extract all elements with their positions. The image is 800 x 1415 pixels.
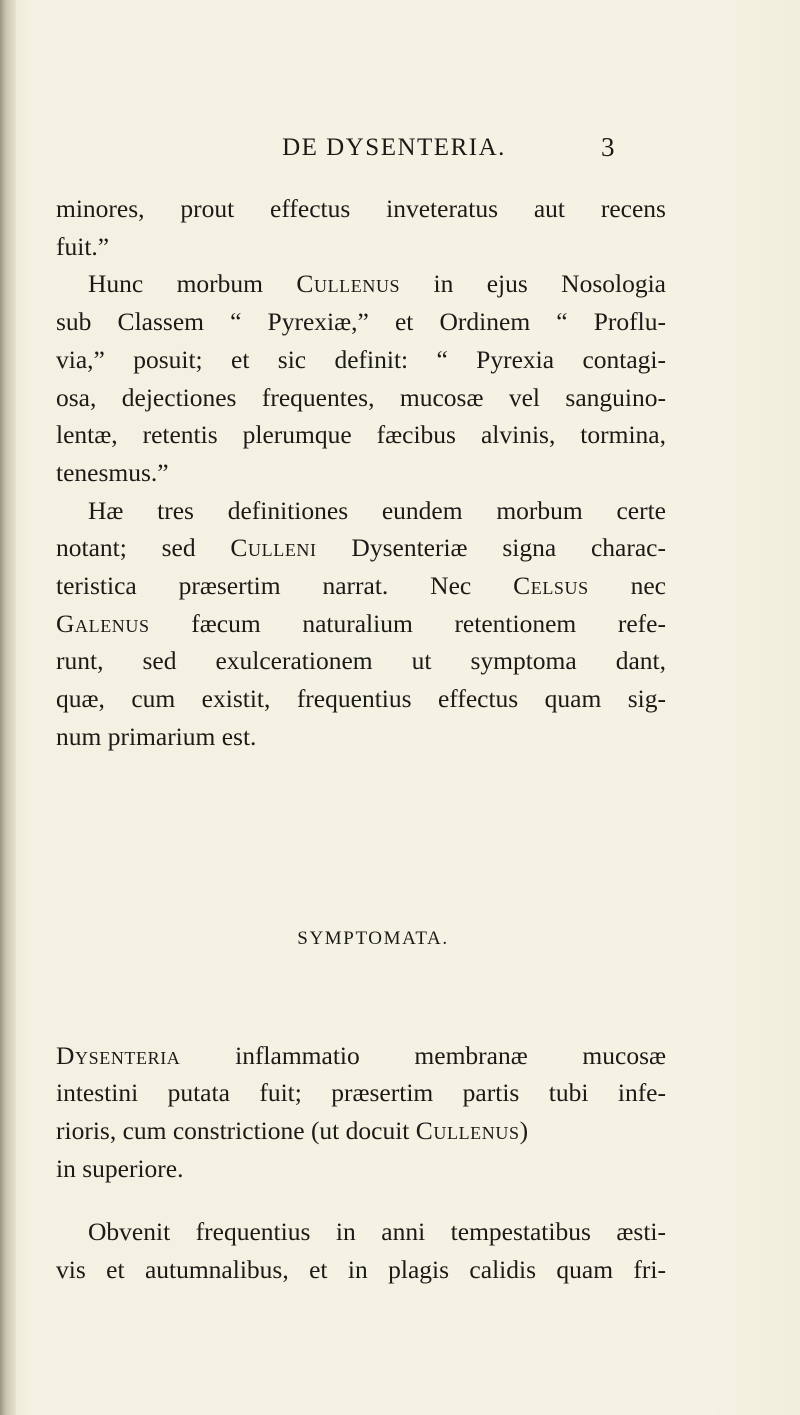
text-run: Hunc morbum bbox=[88, 269, 297, 299]
text-run: teristica præsertim narrat. Nec bbox=[56, 571, 514, 601]
text-line: num primarium est. bbox=[56, 721, 257, 751]
text-line bbox=[56, 605, 666, 643]
text-run: ) bbox=[519, 1115, 529, 1145]
text-run: Dysenteriæ signa charac- bbox=[316, 533, 666, 563]
main-text bbox=[56, 190, 666, 756]
text-line bbox=[56, 1112, 666, 1150]
text-run: rioris, cum constrictione (ut docuit bbox=[56, 1115, 416, 1145]
text-line bbox=[56, 265, 666, 303]
author-name: Celsus bbox=[513, 571, 589, 601]
text-line: Obvenit frequentius in anni tempestatibus æsti- bbox=[88, 1216, 666, 1246]
page-binding-edge bbox=[0, 0, 16, 1415]
text-line bbox=[56, 1037, 666, 1075]
author-name: Cullenus bbox=[296, 269, 401, 299]
paragraph-cullenus-definition bbox=[56, 265, 666, 491]
text-line: osa, dejectiones frequentes, mucosæ vel sanguino- bbox=[56, 382, 666, 412]
running-head bbox=[0, 130, 800, 170]
paragraph-dysenteria-inflammation bbox=[56, 1037, 666, 1188]
main-text-continued bbox=[56, 1011, 666, 1314]
author-name: Galenus bbox=[56, 608, 150, 638]
running-head-title bbox=[0, 134, 800, 162]
text-line: lentæ, retentis plerumque fæcibus alvinis, tormina, bbox=[56, 420, 666, 450]
text-line: intestini putata fuit; præsertim partis tubi infe- bbox=[56, 1078, 666, 1108]
paragraph-seasons bbox=[56, 1213, 666, 1288]
text-line: vis et autumnalibus, et in plagis calidis quam fri- bbox=[56, 1254, 666, 1284]
term-name: Dysenteria bbox=[56, 1040, 181, 1070]
text-run: notant; sed bbox=[56, 533, 231, 563]
text-line: in superiore. bbox=[56, 1153, 184, 1183]
text-line: Hæ tres definitiones eundem morbum certe bbox=[88, 495, 666, 525]
page-number: 3 bbox=[601, 132, 615, 162]
author-name: Cullenus bbox=[415, 1115, 520, 1145]
text-line bbox=[56, 529, 666, 567]
running-head-title-text: DE DYSENTERIA. bbox=[282, 134, 506, 161]
text-line: via,” posuit; et sic definit: “ Pyrexia contagi- bbox=[56, 344, 666, 374]
text-line: quæ, cum existit, frequentius effectus quam sig- bbox=[56, 684, 666, 714]
text-line: sub Classem “ Pyrexiæ,” et Ordinem “ Proflu- bbox=[56, 307, 666, 337]
text-line: tenesmus.” bbox=[56, 457, 169, 487]
text-line bbox=[56, 567, 666, 605]
text-line: runt, sed exulcerationem ut symptoma dant, bbox=[56, 646, 666, 676]
author-name: Culleni bbox=[230, 533, 317, 563]
text-line: minores, prout effectus inveteratus aut recens bbox=[56, 194, 666, 223]
paragraph-definitions-compared bbox=[56, 492, 666, 756]
section-heading-text: SYMPTOMATA. bbox=[297, 928, 449, 949]
text-line: fuit.” bbox=[56, 231, 110, 261]
paragraph-continued bbox=[56, 190, 666, 265]
text-run: in ejus Nosologia bbox=[400, 269, 666, 299]
text-run: inflammatio membranæ mucosæ bbox=[180, 1040, 666, 1070]
text-run: fæcum naturalium retentionem refe- bbox=[149, 608, 666, 638]
text-run: nec bbox=[588, 571, 667, 601]
section-heading bbox=[0, 928, 800, 950]
